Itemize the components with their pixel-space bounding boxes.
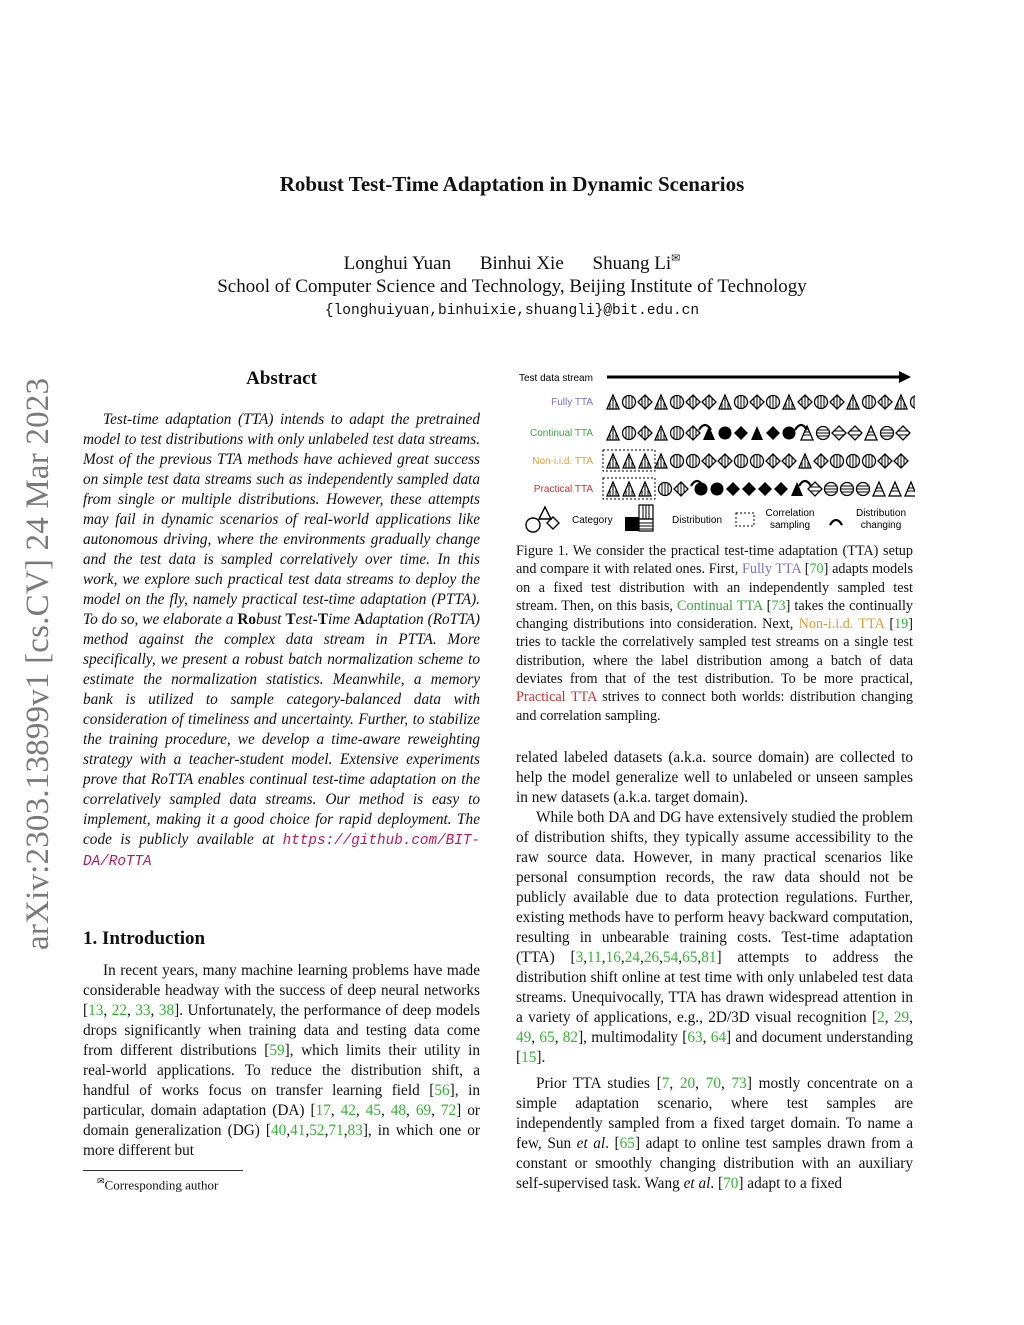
citation[interactable]: 29 xyxy=(893,1009,910,1026)
row-label: Fully TTA xyxy=(551,397,593,408)
row-label: Practical TTA xyxy=(533,484,593,495)
legend-changing-label: changing xyxy=(860,520,902,531)
legend-changing-label: Distribution xyxy=(855,508,907,519)
abstract-text: daptation xyxy=(365,611,424,628)
right-paragraph-2: While both DA and DG have extensively studied the problem of distribution shifts, they typically assume accessibility to the raw source data. However, in many practical scenarios like personal consumption records, the raw data should not be publicly available due to data protection regulations. Further, existing methods have to perform heavy backward computation, resulting in unbearable training costs. Test-time adaptation (TTA) [3,11,16,24,26,54,65,81] attempts to address the distribution shift online at test time with only unlabeled test data streams. Unequivocally, TTA has drawn widespread attention in a variety of applications, e.g., 2D/3D visual recognition [2, 29, 49, 65, 82], multimodality [63, 64] and document understanding [15]. xyxy=(516,809,913,1066)
citation[interactable]: 71 xyxy=(328,1122,344,1139)
affiliation: School of Computer Science and Technology, Beijing Institute of Technology xyxy=(217,276,807,297)
text: Prior TTA studies [ xyxy=(536,1075,662,1092)
citation[interactable]: 33 xyxy=(135,1002,151,1019)
citation[interactable]: 24 xyxy=(624,949,641,966)
footnote-text: Corresponding author xyxy=(104,1177,219,1193)
email: {longhuiyuan,binhuixie,shuangli}@bit.edu.cn xyxy=(324,303,700,319)
stream-label: Test data stream xyxy=(519,373,593,384)
text: ] or domain generalization (DG) [ xyxy=(83,1102,480,1139)
citation[interactable]: 16 xyxy=(605,949,621,966)
citation[interactable]: 82 xyxy=(562,1029,579,1046)
abstract-text: (RoTTA) method against the complex data stream in PTTA. More specifically, we present a robust batch normalization scheme to estimate the normalization statistics. Meanwhile, a memory bank is utilized to sample category-balanced data with consideration of timeliness and uncertainty. Further, to stabilize the training procedure, we develop a time-aware reweighting strategy with a teacher-student model. Extensive experiments prove that RoTTA enables continual test-time adaptation on the correlatively sampled data streams. Our method is easy to implement, making it a good choice for rapid deployment. The code is publicly available at xyxy=(83,611,481,848)
acronym-letter: Ro xyxy=(237,611,257,628)
citation[interactable]: 11 xyxy=(587,949,602,966)
intro-paragraph: In recent years, many machine learning problems have made considerable headway with the success of deep neural networks [13, 22, 33, 38]. Unfortunately, the performance of deep models drops significantly when training data and testing data come from different distributions [59], which limits their utility in real-world applications. To reduce the distribution shift, a handful of works focus on transfer learning field [56], in particular, domain adaptation (DA) [17, 42, 45, 48, 69, 72] or domain generalization (DG) [40,41,52,71,83], in which one or more different but xyxy=(83,962,481,1159)
legend-correlation-icon xyxy=(736,513,754,526)
author-name: Binhui Xie xyxy=(479,253,564,275)
abstract-body xyxy=(83,410,480,872)
citation[interactable]: 49 xyxy=(516,1029,532,1046)
et-al: et al xyxy=(576,1135,606,1152)
text: ] adapt to online test samples drawn from a constant or smoothly changing distribution with an auxiliary self-supervised task. Wang xyxy=(516,1135,913,1192)
citation[interactable]: 42 xyxy=(340,1102,356,1119)
text: adapts models on a fixed test distribution with an independently sampled test stream. Then, on this basis, xyxy=(516,561,913,614)
citation[interactable]: 7 xyxy=(661,1075,670,1092)
text: tries to tackle the correlatively sampled test streams on a single test distribution, where the label distribution among a batch of data deviates from that of the test distribution. To be more practical, xyxy=(516,634,913,688)
text: In recent years, many machine learning problems have made considerable headway with the success of deep neural networks [ xyxy=(83,962,480,1019)
citation[interactable]: 45 xyxy=(365,1102,381,1119)
text: . [ xyxy=(710,1175,724,1192)
row-label: Non-i.i.d. TTA xyxy=(532,456,593,467)
legend-category-icon xyxy=(526,507,559,532)
legend-correlation-label: sampling xyxy=(769,520,811,531)
citation[interactable]: 40 xyxy=(271,1122,287,1139)
citation[interactable]: 64 xyxy=(710,1029,726,1046)
legend-category-label: Category xyxy=(572,515,613,526)
citation[interactable]: 69 xyxy=(415,1102,432,1119)
citation[interactable]: 48 xyxy=(390,1102,407,1119)
abstract-text: Test-time adaptation (TTA) intends to adapt the pretrained model to test distributions with only unlabeled test data streams. Most of the previous TTA methods have achieved great success on simple test data streams such as independently sampled data from single or multiple distributions. However, these attempts may fail in dynamic scenarios of real-world applications like autonomous driving, where the environments gradually change and the test data is sampled correlatively over time. In this work, we explore such practical test data streams to deploy the model on the fly, namely practical test-time adaptation (PTTA). To do so, we elaborate a xyxy=(83,411,480,628)
citation[interactable]: 59 xyxy=(269,1042,285,1059)
citation[interactable]: 54 xyxy=(662,949,679,966)
method-practical-tta[interactable]: Practical TTA xyxy=(516,689,597,706)
citation[interactable]: 26 xyxy=(643,949,660,966)
text: ], multimodality [ xyxy=(578,1029,688,1046)
code-link[interactable]: https://github.com/BIT-DA/RoTTA xyxy=(83,833,480,870)
row-noniid-tta xyxy=(603,450,908,471)
citation[interactable]: 72 xyxy=(440,1102,457,1119)
paper-title: Robust Test-Time Adaptation in Dynamic Scenarios xyxy=(279,172,745,196)
citation[interactable]: 65 xyxy=(619,1135,635,1152)
citation[interactable]: 13 xyxy=(88,1002,104,1019)
citation[interactable]: 65 xyxy=(539,1029,555,1046)
text: ], in which one or more different but xyxy=(83,1122,480,1159)
citation[interactable]: 41 xyxy=(290,1122,306,1139)
section-heading-introduction: 1. Introduction xyxy=(83,928,206,949)
citation[interactable]: 56 xyxy=(434,1082,450,1099)
citation[interactable]: 3 xyxy=(575,949,584,966)
text: ]. xyxy=(536,1049,546,1066)
author-name: Longhui Yuan xyxy=(343,253,452,275)
citation[interactable]: 83 xyxy=(347,1122,363,1139)
text: takes the continually changing distributions into consideration. Next, xyxy=(516,597,913,633)
abstract-text: bust xyxy=(256,611,286,628)
citation[interactable]: 70 xyxy=(723,1175,739,1192)
text: While both DA and DG have extensively studied the problem of distribution shifts, they typically assume accessibility to the raw source data. However, in many practical scenarios like personal consumption records, the raw data should not be publicly available due to data protection regulations. Further, existing methods have to perform heavy backward computation, resulting in unbearable training costs. Test-time adaptation (TTA) [ xyxy=(516,809,913,966)
row-fully-tta xyxy=(607,395,915,409)
envelope-icon: ✉ xyxy=(97,1176,105,1186)
row-practical-tta xyxy=(603,478,915,499)
citation[interactable]: 73 xyxy=(771,597,786,614)
text: ] adapt to a fixed xyxy=(738,1175,843,1192)
citation[interactable]: 2 xyxy=(877,1009,885,1026)
citation[interactable]: 19 xyxy=(894,616,909,633)
et-al: et al xyxy=(683,1175,711,1192)
legend-distribution-label: Distribution xyxy=(672,515,723,526)
citation[interactable]: 17 xyxy=(315,1102,331,1119)
method-fully-tta[interactable]: Fully TTA xyxy=(741,561,802,578)
text: ] mostly concentrate on a simple adaptation scenario, where test samples are independently sampled from a fixed target domain. To name a few, Sun xyxy=(516,1075,913,1152)
citation[interactable]: 70 xyxy=(809,561,824,578)
text: ] and document understanding [ xyxy=(516,1029,913,1066)
figure-1 xyxy=(515,365,915,535)
citation[interactable]: 63 xyxy=(687,1029,703,1046)
citation[interactable]: 65 xyxy=(682,949,698,966)
footnote xyxy=(97,1176,218,1193)
method-continual-tta[interactable]: Continual TTA xyxy=(677,597,763,614)
citation[interactable]: 52 xyxy=(309,1122,325,1139)
citation[interactable]: 73 xyxy=(731,1075,747,1092)
legend-changing-icon xyxy=(830,520,842,525)
citation[interactable]: 70 xyxy=(705,1075,721,1092)
abstract-text: ime xyxy=(327,611,354,628)
acronym-letter: A xyxy=(353,611,366,628)
text: ]. Unfortunately, the performance of deep models drops significantly when training data and testing data come from different distributions [ xyxy=(83,1002,481,1059)
acronym-letter: T xyxy=(285,611,296,628)
author-name-text: Shuang Li xyxy=(592,253,672,275)
author-name xyxy=(593,253,681,274)
right-paragraph-3: Prior TTA studies [7, 20, 70, 73] mostly concentrate on a simple adaptation scenario, where test samples are independently sampled from a fixed target domain. To name a few, Sun et al. [65] adapt to online test samples drawn from a constant or smoothly changing distribution with an auxiliary self-supervised task. Wang et al. [70] adapt to a fixed xyxy=(516,1075,913,1192)
text: Figure 1. We consider the practical test-time adaptation (TTA) setup and compare it with related ones. First, xyxy=(516,543,913,578)
acronym-letter: T xyxy=(317,611,328,628)
citation[interactable]: 20 xyxy=(679,1075,696,1092)
abstract-text: est- xyxy=(295,611,318,628)
citation[interactable]: 81 xyxy=(701,949,717,966)
text: ] attempts to address the distribution shift online at test time with only unlabeled test data streams. Unequivocally, TTA has drawn widespread attention in a variety of applications, e.g., 2D/3D visual recognition [ xyxy=(516,949,913,1026)
row-continual-tta xyxy=(607,425,910,440)
citation[interactable]: 15 xyxy=(521,1049,537,1066)
text: . [ xyxy=(605,1135,620,1152)
author-list xyxy=(0,252,1024,275)
figure-caption: Figure 1. We consider the practical test-time adaptation (TTA) setup and compare it with related ones. First, Fully TTA [70] adapts models on a fixed test distribution with an independently sampled test stream. Then, on this basis, Continual TTA [73] takes the continually changing distributions into consideration. Next, Non-i.i.d. TTA [19] tries to tackle the correlatively sampled test streams on a single test distribution, where the label distribution among a batch of data deviates from that of the test distribution. To be more practical, Practical TTA strives to connect both worlds: distribution changing and correlation sampling. xyxy=(516,543,914,724)
legend-correlation-label: Correlation xyxy=(765,508,815,519)
citation[interactable]: 38 xyxy=(158,1002,175,1019)
arxiv-stamp: arXiv:2303.13899v1 [cs.CV] 24 Mar 2023 xyxy=(20,377,56,950)
right-paragraph-1: related labeled datasets (a.k.a. source domain) are collected to help the model generalize well to unlabeled or unseen samples in new datasets (a.k.a. target domain). xyxy=(516,749,913,806)
citation[interactable]: 22 xyxy=(111,1002,127,1019)
text: strives to connect both worlds: distribution changing and correlation sampling. xyxy=(516,689,914,724)
text: ], which limits their utility in real-world applications. To reduce the distribution shift, a handful of works focus on transfer learning field [ xyxy=(83,1042,480,1099)
stream-arrow-head xyxy=(899,371,911,383)
envelope-icon: ✉ xyxy=(671,253,681,265)
row-label: Continual TTA xyxy=(530,428,593,439)
method-noniid-tta[interactable]: Non-i.i.d. TTA xyxy=(798,616,885,633)
text: ], in particular, domain adaptation (DA) [ xyxy=(83,1082,480,1119)
legend-distribution-icon xyxy=(625,505,653,531)
abstract-heading: Abstract xyxy=(246,368,317,389)
footnote-rule xyxy=(83,1170,243,1171)
